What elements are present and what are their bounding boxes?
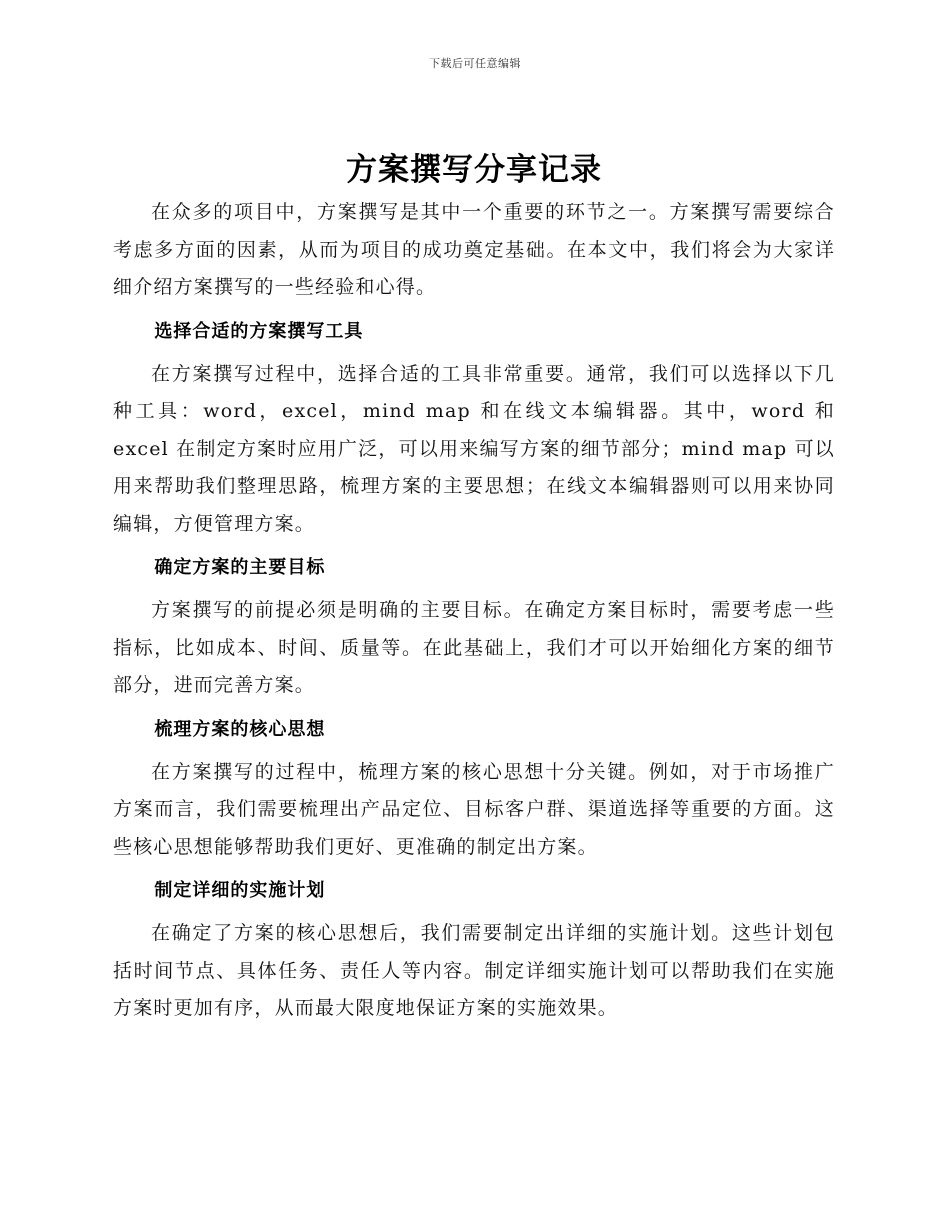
section-heading: 确定方案的主要目标	[154, 557, 326, 578]
section-heading: 选择合适的方案撰写工具	[154, 320, 364, 342]
section-paragraph: 在确定了方案的核心思想后，我们需要制定出详细的实施计划。这些计划包括时间节点、具体任务、责任人等内容。制定详细实施计划可以帮助我们在实施方案时更加有序，从而最大限度地保证方案的实施效果。	[113, 922, 835, 1019]
document-title: 方案撰写分享记录	[346, 152, 602, 188]
section-core-ideas	[113, 712, 835, 867]
page-header-note: 下载后可任意编辑	[429, 57, 521, 70]
document-content	[113, 146, 835, 1028]
section-paragraph: 在方案撰写的过程中，梳理方案的核心思想十分关键。例如，对于市场推广方案而言，我们需要梳理出产品定位、目标客户群、渠道选择等重要的方面。这些核心思想能够帮助我们更好、更准确的制定出方案。	[113, 760, 835, 858]
section-heading: 梳理方案的核心思想	[154, 718, 326, 740]
intro-paragraph: 在众多的项目中，方案撰写是其中一个重要的环节之一。方案撰写需要综合考虑多方面的因素，从而为项目的成功奠定基础。在本文中，我们将会为大家详细介绍方案撰写的一些经验和心得。	[113, 201, 835, 298]
section-paragraph: 在方案撰写过程中，选择合适的工具非常重要。通常，我们可以选择以下几种工具：word，excel，mind map 和在线文本编辑器。其中，word 和 excel 在制定方案时应用广泛，可以用来编写方案的细节部分；mind map 可以用来帮助我们整理思路，梳理方案的主要思想；在线文本编辑器则可以用来协同编辑，方便管理方案。	[113, 362, 835, 535]
section-plan	[113, 873, 835, 1028]
section-goals	[113, 550, 835, 705]
section-heading: 制定详细的实施计划	[154, 880, 326, 901]
section-tools	[113, 314, 835, 544]
section-paragraph: 方案撰写的前提必须是明确的主要目标。在确定方案目标时，需要考虑一些指标，比如成本、时间、质量等。在此基础上，我们才可以开始细化方案的细节部分，进而完善方案。	[113, 599, 835, 696]
